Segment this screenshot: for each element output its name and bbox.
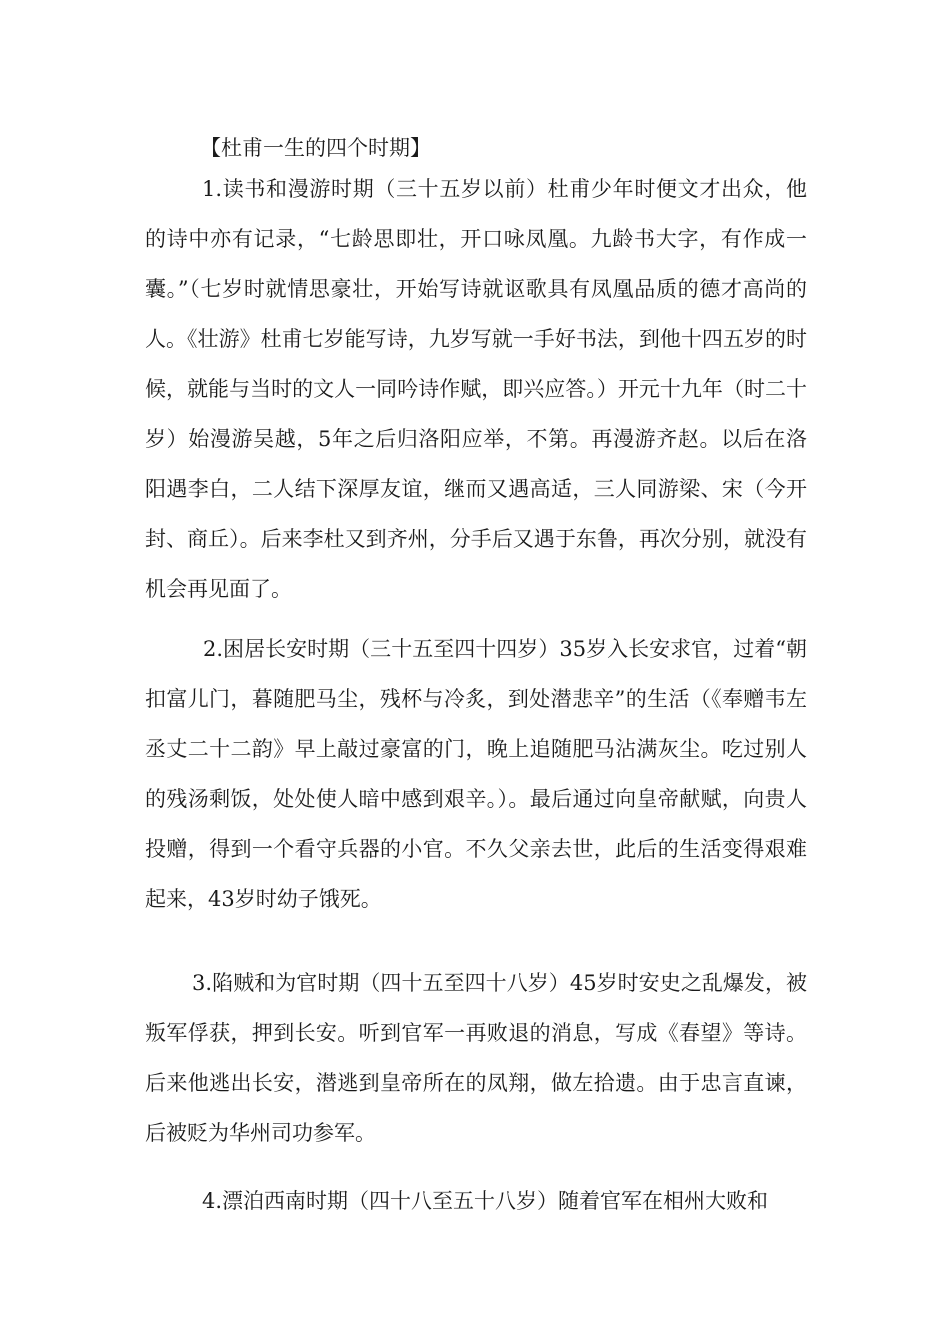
section-heading: 【杜甫一生的四个时期】 bbox=[200, 136, 431, 160]
paragraph-period-4: 4.漂泊西南时期（四十八至五十八岁）随着官军在相州大败和 bbox=[202, 1189, 769, 1213]
paragraph-period-2: 2.困居长安时期（三十五至四十四岁）35岁入长安求官，过着“朝扣富儿门，暮随肥马尘，残杯与冷炙，到处潜悲辛”的生活（《奉赠韦左丞丈二十二韵》早上敲过豪富的门，晚上追随肥马沾满灰尘。吃过别人的残汤剩饭，处处使人暗中感到艰辛。）。最后通过向皇帝献赋，向贵人投赠，得到一个看守兵器的小官。不久父亲去世，此后的生活变得艰难起来，43岁时幼子饿死。 bbox=[145, 637, 807, 911]
paragraph-period-1: 1.读书和漫游时期（三十五岁以前）杜甫少年时便文才出众，他的诗中亦有记录，“七龄思即壮，开口咏凤凰。九龄书大字，有作成一囊。”（七岁时就情思豪壮，开始写诗就讴歌具有凤凰品质的德才高尚的人。《壮游》杜甫七岁能写诗，九岁写就一手好书法，到他十四五岁的时候，就能与当时的文人一同吟诗作赋，即兴应答。）开元十九年（时二十岁）始漫游吴越，5年之后归洛阳应举，不第。再漫游齐赵。以后在洛阳遇李白，二人结下深厚友谊，继而又遇高适，三人同游梁、宋（今开封、商丘）。后来李杜又到齐州，分手后又遇于东鲁，再次分别，就没有机会再见面了。 bbox=[145, 177, 807, 601]
paragraph-period-3: 3.陷贼和为官时期（四十五至四十八岁）45岁时安史之乱爆发，被叛军俘获，押到长安。听到官军一再败退的消息，写成《春望》等诗。后来他逃出长安，潜逃到皇帝所在的凤翔，做左拾遗。由于忠言直谏，后被贬为华州司功参军。 bbox=[145, 971, 807, 1145]
